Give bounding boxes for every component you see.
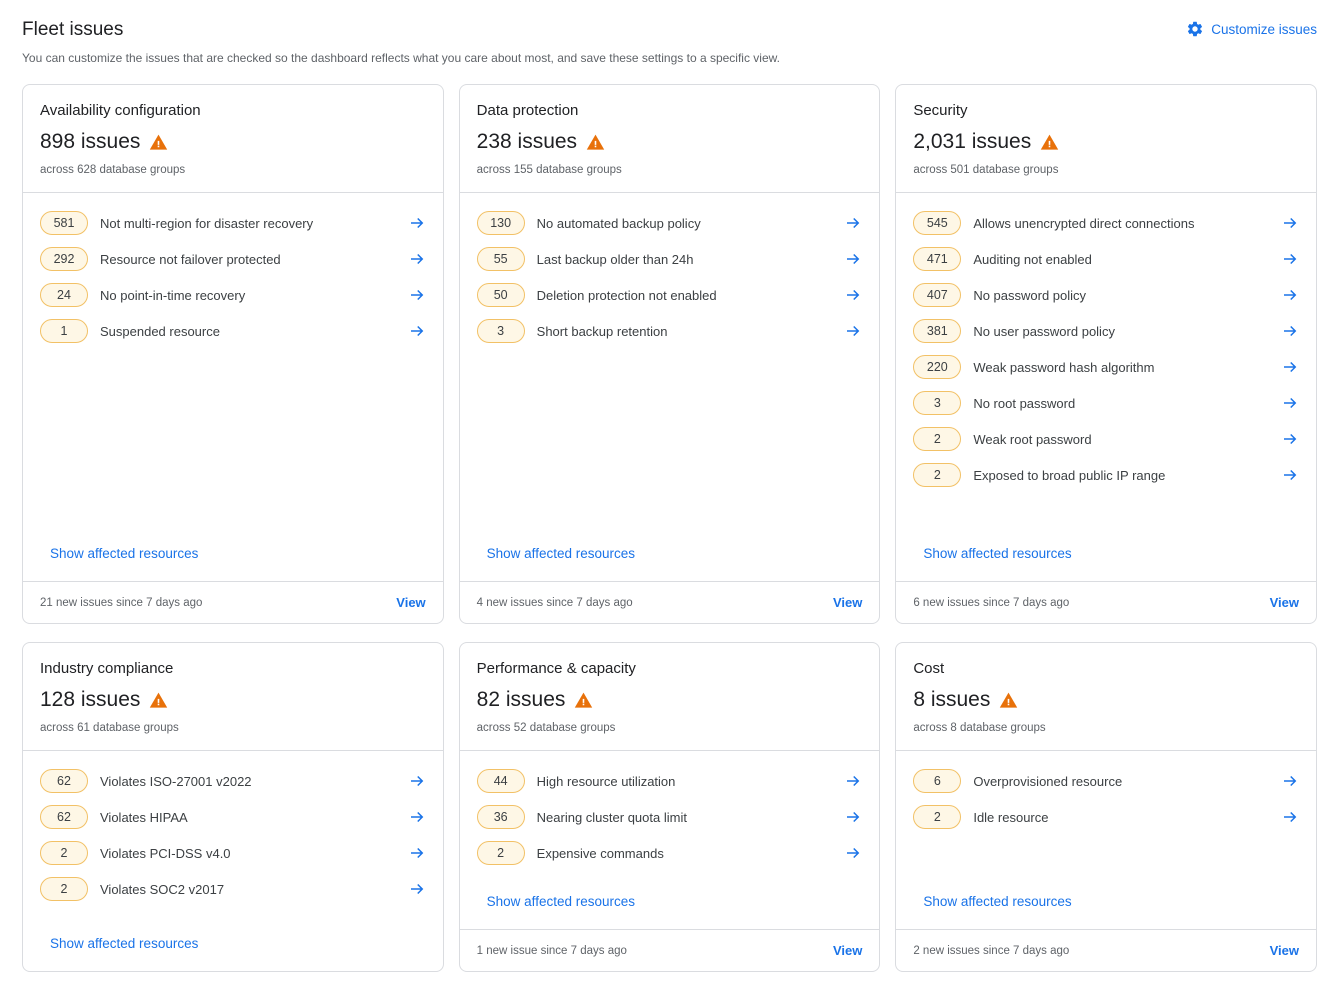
issue-count-badge: 62: [40, 805, 88, 829]
card-issue-count: 82 issues: [476, 688, 566, 711]
issue-card-performance-capacity: [459, 642, 881, 972]
issue-row[interactable]: [40, 765, 426, 797]
warning-icon: [149, 133, 168, 152]
card-title: Industry compliance: [40, 660, 174, 677]
card-issue-count: 898 issues: [40, 130, 141, 153]
issue-label: No point-in-time recovery: [100, 287, 246, 303]
issue-label: Allows unencrypted direct connections: [973, 215, 1195, 231]
issue-label: Expensive commands: [536, 845, 664, 861]
show-affected-resources-link[interactable]: Show affected resources: [923, 894, 1072, 909]
issue-row[interactable]: [913, 315, 1299, 347]
card-footer: [896, 929, 1316, 971]
arrow-right-icon[interactable]: [408, 250, 426, 268]
issue-count-badge: 220: [913, 355, 961, 379]
issue-row[interactable]: [913, 279, 1299, 311]
issue-row[interactable]: [477, 837, 863, 869]
card-body: [896, 751, 1316, 929]
card-scope: across 501 database groups: [913, 164, 1059, 176]
card-footer-text: 6 new issues since 7 days ago: [913, 596, 1070, 609]
issue-count-badge: 2: [40, 877, 88, 901]
issue-row[interactable]: [477, 279, 863, 311]
show-affected-resources-link[interactable]: Show affected resources: [50, 936, 199, 951]
card-body: [460, 193, 880, 581]
card-footer-text: 21 new issues since 7 days ago: [40, 596, 203, 609]
warning-icon: [149, 691, 168, 710]
card-header: [896, 85, 1316, 193]
arrow-right-icon[interactable]: [1281, 772, 1299, 790]
arrow-right-icon[interactable]: [844, 250, 862, 268]
arrow-right-icon[interactable]: [1281, 214, 1299, 232]
card-issue-count: 238 issues: [476, 130, 578, 153]
arrow-right-icon[interactable]: [844, 808, 862, 826]
page-title: Fleet issues: [22, 19, 124, 40]
issue-count-badge: 3: [477, 319, 525, 343]
customize-issues-button[interactable]: [1186, 18, 1317, 38]
show-affected-resources-link[interactable]: Show affected resources: [486, 894, 635, 909]
issue-card-industry-compliance: [22, 642, 444, 972]
arrow-right-icon[interactable]: [1281, 466, 1299, 484]
issue-count-badge: 2: [913, 805, 961, 829]
issue-label: High resource utilization: [536, 773, 676, 789]
card-scope: across 52 database groups: [476, 722, 616, 734]
arrow-right-icon[interactable]: [844, 844, 862, 862]
arrow-right-icon[interactable]: [408, 844, 426, 862]
issue-row[interactable]: [40, 873, 426, 905]
card-body: [23, 751, 443, 971]
card-header: [460, 85, 880, 193]
issue-row[interactable]: [913, 801, 1299, 833]
card-scope: across 61 database groups: [40, 722, 179, 734]
warning-icon: [574, 691, 593, 710]
issue-count-badge: 581: [40, 211, 88, 235]
card-scope: across 628 database groups: [40, 164, 186, 176]
card-title: Security: [913, 102, 968, 119]
arrow-right-icon[interactable]: [844, 214, 862, 232]
issue-label: Weak root password: [973, 431, 1092, 447]
issue-row[interactable]: [40, 207, 426, 239]
card-count-row: [40, 687, 426, 713]
issue-row[interactable]: [913, 765, 1299, 797]
issue-count-badge: 130: [477, 211, 525, 235]
page-header: [22, 18, 1317, 66]
fleet-issues-grid-row-1: [22, 84, 1317, 624]
issue-row[interactable]: [40, 279, 426, 311]
issue-count-badge: 292: [40, 247, 88, 271]
issue-label: Violates HIPAA: [100, 809, 188, 825]
gear-icon: [1186, 20, 1204, 38]
issue-row[interactable]: [913, 423, 1299, 455]
issue-label: Resource not failover protected: [100, 251, 281, 267]
card-header: [23, 85, 443, 193]
issue-row[interactable]: [40, 243, 426, 275]
show-affected-resources-link[interactable]: Show affected resources: [50, 546, 199, 561]
issue-label: Overprovisioned resource: [973, 773, 1123, 789]
card-issue-count: 8 issues: [913, 688, 991, 711]
issue-count-badge: 407: [913, 283, 961, 307]
page-subtitle: You can customize the issues that are checked so the dashboard reflects what you care about most, and save these settings to a specific view.: [22, 51, 780, 65]
issue-card-availability-configuration: [22, 84, 444, 624]
arrow-right-icon[interactable]: [1281, 322, 1299, 340]
issue-label: Exposed to broad public IP range: [973, 467, 1166, 483]
show-affected-resources-link[interactable]: Show affected resources: [923, 546, 1072, 561]
arrow-right-icon[interactable]: [408, 286, 426, 304]
card-body: [460, 751, 880, 929]
view-link[interactable]: View: [1269, 943, 1299, 958]
issue-label: Violates ISO-27001 v2022: [100, 773, 252, 789]
issue-row[interactable]: [40, 315, 426, 347]
issue-count-badge: 471: [913, 247, 961, 271]
issue-row[interactable]: [477, 765, 863, 797]
issue-count-badge: 2: [913, 427, 961, 451]
card-footer: [460, 581, 880, 623]
issue-count-badge: 545: [913, 211, 961, 235]
issue-count-badge: 6: [913, 769, 961, 793]
arrow-right-icon[interactable]: [408, 880, 426, 898]
card-count-row: [913, 687, 1299, 713]
issue-label: No user password policy: [973, 323, 1115, 339]
card-footer: [460, 929, 880, 971]
customize-issues-label: Customize issues: [1211, 21, 1317, 37]
view-link[interactable]: View: [832, 595, 863, 610]
issue-row[interactable]: [913, 207, 1299, 239]
issue-count-badge: 3: [913, 391, 961, 415]
arrow-right-icon[interactable]: [844, 322, 862, 340]
arrow-right-icon[interactable]: [844, 772, 862, 790]
card-scope: across 155 database groups: [476, 164, 622, 176]
issue-count-badge: 24: [40, 283, 88, 307]
fleet-issues-grid-row-2: [22, 642, 1317, 972]
issue-label: Weak password hash algorithm: [973, 359, 1155, 375]
card-footer-text: 4 new issues since 7 days ago: [476, 596, 633, 609]
arrow-right-icon[interactable]: [1281, 286, 1299, 304]
card-body: [23, 193, 443, 581]
card-count-row: [913, 129, 1299, 155]
issue-count-badge: 55: [477, 247, 525, 271]
issue-count-badge: 62: [40, 769, 88, 793]
card-count-row: [40, 129, 426, 155]
card-count-row: [477, 687, 863, 713]
issue-card-security: [895, 84, 1317, 624]
arrow-right-icon[interactable]: [844, 286, 862, 304]
warning-icon: [999, 691, 1018, 710]
arrow-right-icon[interactable]: [1281, 808, 1299, 826]
issue-row[interactable]: [40, 801, 426, 833]
issue-label: Deletion protection not enabled: [536, 287, 717, 303]
issue-count-badge: 44: [477, 769, 525, 793]
issue-count-badge: 2: [40, 841, 88, 865]
arrow-right-icon[interactable]: [408, 772, 426, 790]
issue-count-badge: 36: [477, 805, 525, 829]
card-footer-text: 1 new issue since 7 days ago: [476, 944, 627, 957]
issue-label: Violates PCI-DSS v4.0: [100, 845, 231, 861]
card-count-row: [477, 129, 863, 155]
issue-label: Not multi-region for disaster recovery: [100, 215, 314, 231]
issue-row[interactable]: [477, 801, 863, 833]
arrow-right-icon[interactable]: [1281, 394, 1299, 412]
issue-card-cost: [895, 642, 1317, 972]
issue-row[interactable]: [477, 315, 863, 347]
issue-row[interactable]: [477, 207, 863, 239]
issue-row[interactable]: [913, 387, 1299, 419]
warning-icon: [586, 133, 605, 152]
page-header-text: [22, 18, 780, 66]
issue-row[interactable]: [913, 459, 1299, 491]
warning-icon: [1040, 133, 1059, 152]
issue-label: Auditing not enabled: [973, 251, 1092, 267]
arrow-right-icon[interactable]: [1281, 250, 1299, 268]
issue-label: No automated backup policy: [536, 215, 701, 231]
issue-card-data-protection: [459, 84, 881, 624]
card-body: [896, 193, 1316, 581]
card-title: Cost: [913, 660, 945, 677]
show-affected-resources-link[interactable]: Show affected resources: [486, 546, 635, 561]
card-header: [23, 643, 443, 751]
card-footer: [896, 581, 1316, 623]
arrow-right-icon[interactable]: [1281, 430, 1299, 448]
issue-count-badge: 2: [913, 463, 961, 487]
issue-label: Idle resource: [973, 809, 1049, 825]
issue-count-badge: 2: [477, 841, 525, 865]
arrow-right-icon[interactable]: [408, 322, 426, 340]
card-issue-count: 128 issues: [40, 688, 141, 711]
issue-label: Short backup retention: [536, 323, 668, 339]
arrow-right-icon[interactable]: [1281, 358, 1299, 376]
issue-row[interactable]: [40, 837, 426, 869]
card-footer: [23, 581, 443, 623]
issue-label: No password policy: [973, 287, 1087, 303]
card-header: [896, 643, 1316, 751]
issue-label: Last backup older than 24h: [536, 251, 694, 267]
card-footer-text: 2 new issues since 7 days ago: [913, 944, 1070, 957]
issue-label: No root password: [973, 395, 1076, 411]
issue-count-badge: 381: [913, 319, 961, 343]
arrow-right-icon[interactable]: [408, 808, 426, 826]
card-header: [460, 643, 880, 751]
issue-count-badge: 50: [477, 283, 525, 307]
card-title: Data protection: [476, 102, 579, 119]
issue-count-badge: 1: [40, 319, 88, 343]
card-scope: across 8 database groups: [913, 722, 1046, 734]
issue-row[interactable]: [913, 243, 1299, 275]
issue-label: Nearing cluster quota limit: [536, 809, 687, 825]
card-title: Availability configuration: [40, 102, 201, 119]
issue-label: Violates SOC2 v2017: [100, 881, 225, 897]
arrow-right-icon[interactable]: [408, 214, 426, 232]
view-link[interactable]: View: [396, 595, 426, 610]
card-issue-count: 2,031 issues: [913, 130, 1032, 153]
issue-label: Suspended resource: [100, 323, 220, 339]
issue-row[interactable]: [913, 351, 1299, 383]
view-link[interactable]: View: [1269, 595, 1299, 610]
view-link[interactable]: View: [832, 943, 863, 958]
card-title: Performance & capacity: [476, 660, 636, 677]
issue-row[interactable]: [477, 243, 863, 275]
